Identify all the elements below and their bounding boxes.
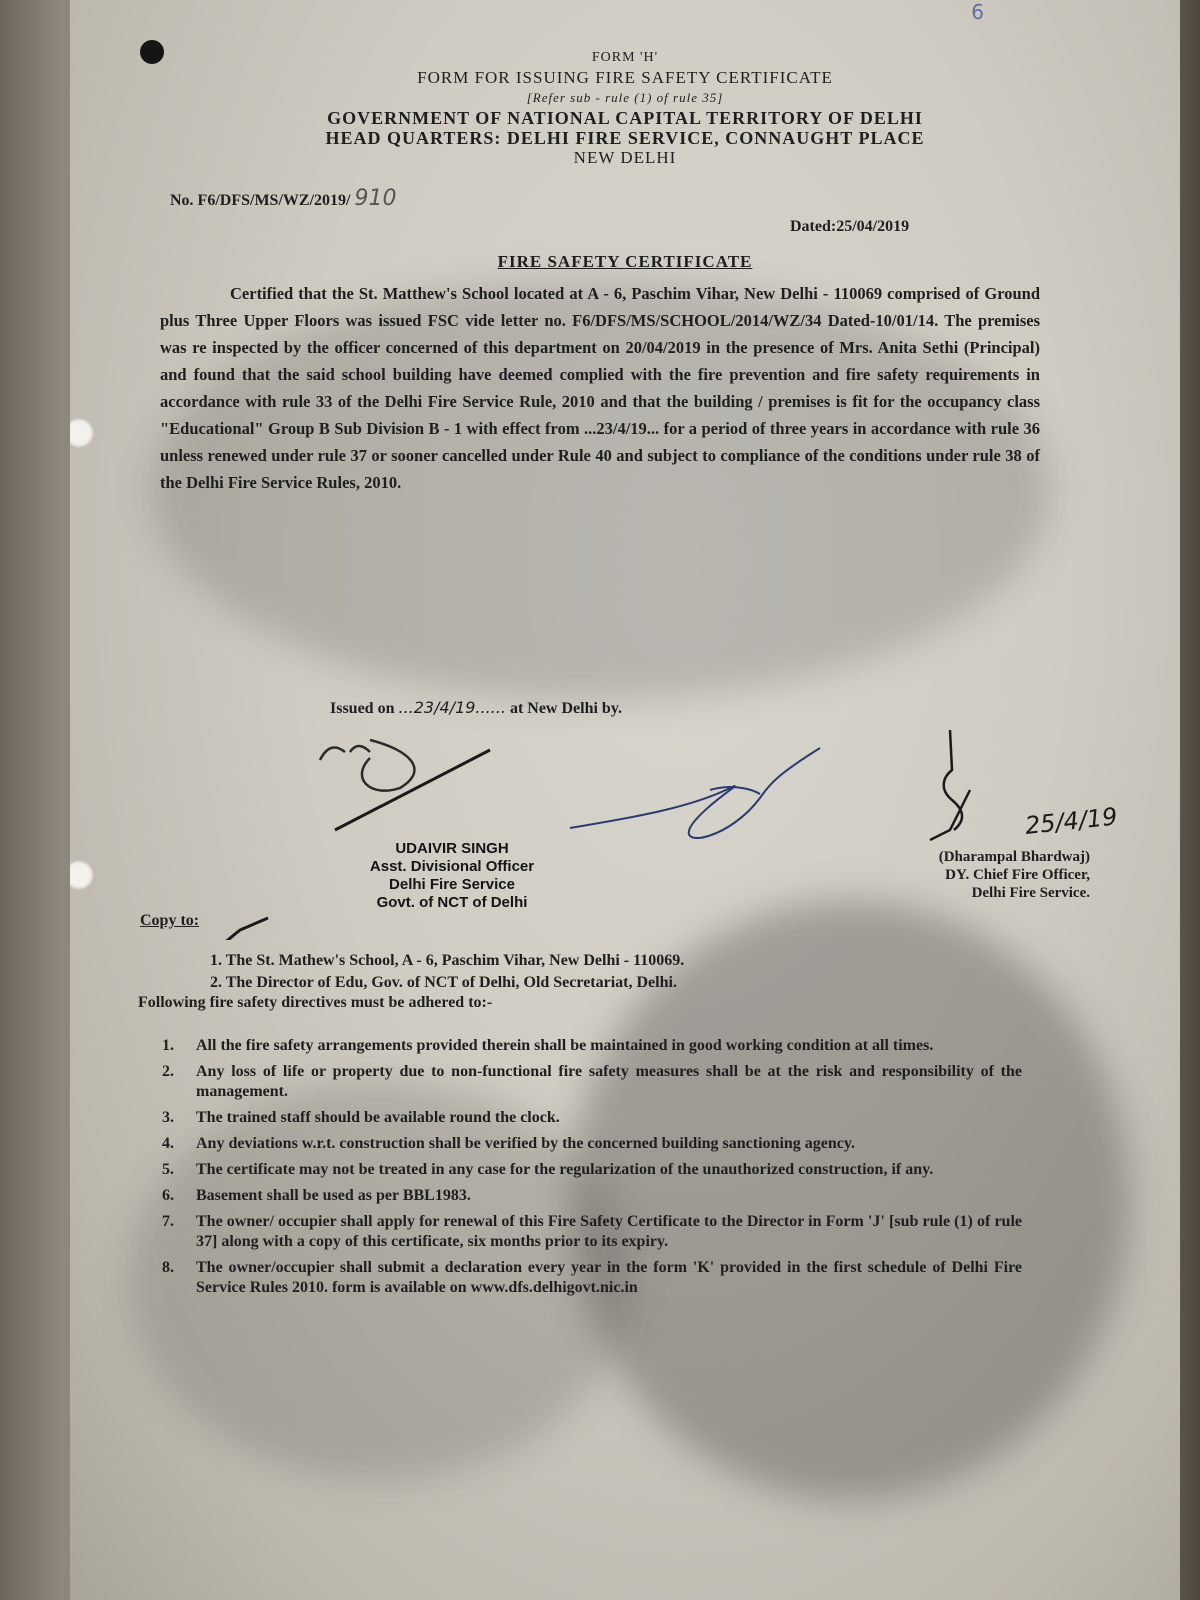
issued-suffix: at New Delhi by. — [509, 700, 622, 717]
directive-text: All the fire safety arrangements provided therein shall be maintained in good working condition at all times. — [196, 1037, 934, 1054]
stamp-government: Govt. of NCT of Delhi — [376, 894, 528, 911]
certificate-page — [70, 0, 1180, 1600]
issued-date: ...23/4/19...... — [398, 698, 506, 717]
city: NEW DELHI — [573, 148, 677, 167]
directive-text: Any loss of life or property due to non-functional fire safety measures shall be at the risk and responsibility of the management. — [196, 1063, 1022, 1100]
directive-number: 1. — [162, 1037, 174, 1054]
directive-item — [162, 1212, 1022, 1252]
signature-drawings — [70, 730, 1180, 940]
directive-item — [162, 1160, 1022, 1180]
directive-text: The certificate may not be treated in any case for the regularization of the unauthorized construction, if any. — [196, 1161, 934, 1178]
page-mark: 6 — [971, 0, 984, 24]
directives-list — [162, 1036, 1022, 1304]
tick-mark — [218, 918, 268, 940]
initials-signature — [320, 740, 414, 791]
directive-item — [162, 1108, 1022, 1128]
stamp-designation: Asst. Divisional Officer — [369, 858, 535, 875]
reference-handwritten: 910 — [354, 186, 397, 211]
directive-text: Basement shall be used as per BBL1983. — [196, 1187, 471, 1204]
reference-number-text: No. F6/DFS/MS/WZ/2019/ — [170, 192, 351, 209]
issued-line — [330, 698, 622, 718]
directive-number: 8. — [162, 1259, 174, 1276]
letterhead — [70, 48, 1180, 168]
government-name: GOVERNMENT OF NATIONAL CAPITAL TERRITORY OF DELHI — [327, 108, 923, 128]
directive-number: 5. — [162, 1161, 174, 1178]
signing-officer — [790, 848, 1090, 902]
date: Dated:25/04/2019 — [790, 218, 910, 235]
directive-item — [162, 1258, 1022, 1298]
directive-number: 7. — [162, 1213, 174, 1230]
directive-item — [162, 1134, 1022, 1154]
directive-number: 6. — [162, 1187, 174, 1204]
certificate-paragraph: Certified that the St. Matthew's School located at A - 6, Paschim Vihar, New Delhi - 110069 comprised of Ground plus Three Upper Floors was issued FSC vide letter no. F6/DFS/MS/SCHOOL/2014/WZ/34 Dated-10/01/14. The premises was re inspected by the officer concerned of this department on 20/04/2019 in the presence of Mrs. Anita Sethi (Principal) and found that the said school building have deemed complied with the fire prevention and fire safety requirements in accordance with rule 33 of the Delhi Fire Service Rule, 2010 and that the building / premises is fit for the occupancy class "Educational" Group B Sub Division B - 1 with effect from ...23/4/19... for a period of three years in accordance with rule 36 unless renewed under rule 37 or sooner cancelled under Rule 40 and subject to compliance of the conditions under rule 38 of the Delhi Fire Service Rules, 2010. — [160, 284, 1040, 492]
copy-recipient: 1. The St. Mathew's School, A - 6, Paschim Vihar, New Delhi - 110069. — [210, 952, 685, 969]
directive-item — [162, 1186, 1022, 1206]
reference-number — [170, 186, 396, 211]
copy-to-label: Copy to: — [140, 912, 200, 929]
form-label: FORM 'H' — [591, 50, 659, 65]
directive-number: 3. — [162, 1109, 174, 1126]
signature-date: 25/4/19 — [1023, 802, 1119, 840]
rule-reference: [Refer sub - rule (1) of rule 35] — [526, 90, 724, 105]
directive-text: The owner/ occupier shall apply for renewal of this Fire Safety Certificate to the Director in Form 'J' [sub rule (1) of rule 37] along with a copy of this certificate, six months prior to its expiry. — [196, 1213, 1022, 1250]
directives-intro: Following fire safety directives must be adhered to:- — [138, 994, 493, 1011]
officer-designation: DY. Chief Fire Officer, — [945, 867, 1090, 883]
headquarters: HEAD QUARTERS: DELHI FIRE SERVICE, CONNAUGHT PLACE — [325, 128, 925, 148]
directive-number: 4. — [162, 1135, 174, 1152]
certificate-body — [160, 280, 1040, 496]
officer-name: (Dharampal Bhardwaj) — [938, 849, 1090, 865]
signature-area — [70, 730, 1180, 940]
certificate-title: FIRE SAFETY CERTIFICATE — [497, 252, 753, 271]
punch-hole-top — [70, 418, 94, 448]
directive-item — [162, 1062, 1022, 1102]
directive-text: Any deviations w.r.t. construction shall be verified by the concerned building sanctioning agency. — [196, 1135, 856, 1152]
stamp-department: Delhi Fire Service — [389, 876, 515, 893]
directive-text: The trained staff should be available round the clock. — [196, 1109, 560, 1126]
officer-signature — [930, 730, 970, 840]
directive-item — [162, 1036, 1022, 1056]
officer-stamp — [332, 840, 572, 912]
issued-prefix: Issued on — [330, 700, 395, 717]
directive-text: The owner/occupier shall submit a declaration every year in the form 'K' provided in the first schedule of Delhi Fire Service Rules 2010. form is available on www.dfs.delhigovt.nic.in — [196, 1259, 1022, 1296]
copy-recipient: 2. The Director of Edu, Gov. of NCT of Delhi, Old Secretariat, Delhi. — [210, 974, 677, 991]
form-title: FORM FOR ISSUING FIRE SAFETY CERTIFICATE — [417, 68, 833, 87]
directive-number: 2. — [162, 1063, 174, 1080]
stamp-name: UDAIVIR SINGH — [395, 840, 509, 857]
copy-to-list — [210, 950, 684, 994]
middle-signature — [570, 748, 820, 838]
officer-department: Delhi Fire Service. — [971, 885, 1090, 901]
